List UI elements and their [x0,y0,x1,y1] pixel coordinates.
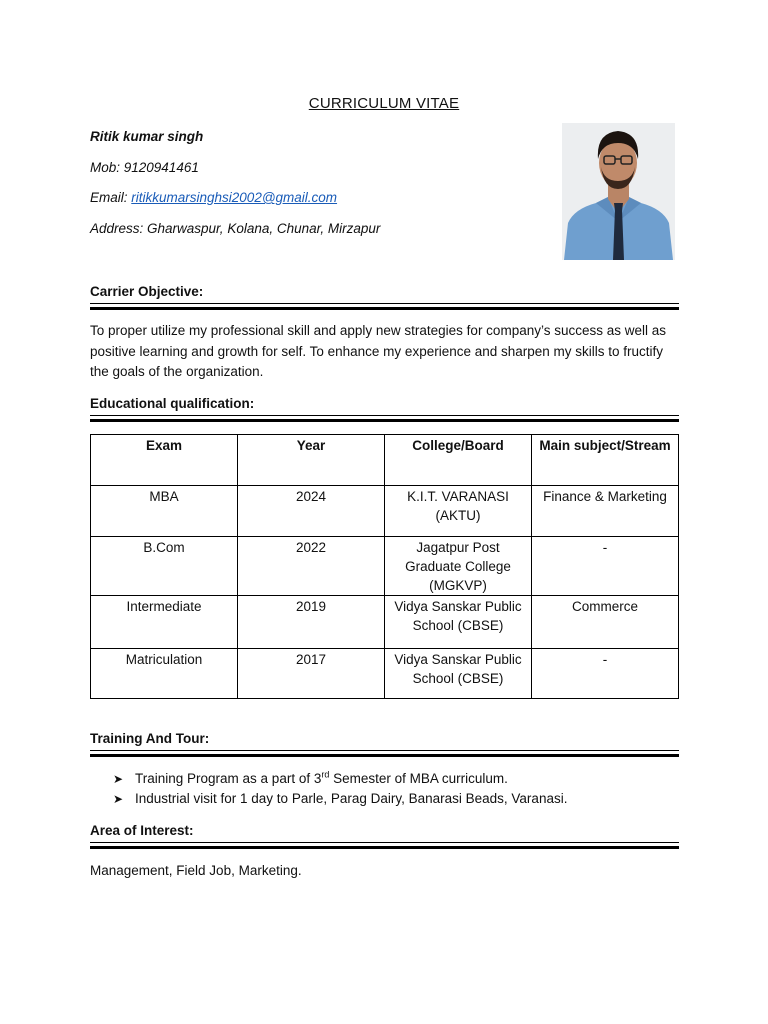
table-cell: 2022 [238,537,385,596]
table-cell: MBA [91,486,238,537]
table-row [91,596,679,649]
training-divider [90,750,679,757]
list-item-text-end: Semester of MBA curriculum. [329,771,508,786]
column-header: Main subject/Stream [532,435,679,486]
education-table [90,434,679,699]
ordinal-suffix: rd [321,769,330,780]
table-row [91,537,679,596]
table-cell: - [532,649,679,699]
list-item [113,789,567,809]
mobile-number: Mob: 9120941461 [90,159,199,175]
email-link[interactable]: ritikkumarsinghsi2002@gmail.com [131,190,338,205]
table-cell: 2019 [238,596,385,649]
table-cell: Finance & Marketing [532,486,679,537]
table-cell: - [532,537,679,596]
contact-block [90,128,380,250]
table-cell: 2024 [238,486,385,537]
table-cell: Vidya Sanskar Public School (CBSE) [385,596,532,649]
objective-text: To proper utilize my professional skill and apply new strategies for company’s success as well as positive learning and growth for self. To enhance my experience and sharpen my skills to fructify the goals of the organization. [90,323,667,379]
table-cell: K.I.T. VARANASI (AKTU) [385,486,532,537]
arrow-bullet-icon: ➤ [113,772,124,786]
list-item [113,769,567,789]
table-row [91,649,679,699]
document-title: CURRICULUM VITAE [308,95,460,112]
address: Address: Gharwaspur, Kolana, Chunar, Mirzapur [90,220,381,236]
interest-divider [90,842,679,849]
email-line [90,189,380,220]
objective-divider [90,303,679,310]
table-header-row [91,435,679,486]
table-cell: 2017 [238,649,385,699]
training-list [113,769,567,809]
email-label: Email: [90,190,132,205]
objective-heading: Carrier Objective: [90,284,204,299]
profile-photo [562,123,675,260]
candidate-name: Ritik kumar singh [90,129,204,144]
arrow-bullet-icon: ➤ [113,792,124,806]
table-cell: Vidya Sanskar Public School (CBSE) [385,649,532,699]
column-header: Year [238,435,385,486]
table-cell: Jagatpur Post Graduate College (MGKVP) [385,537,532,596]
education-heading: Educational qualification: [90,396,255,411]
table-cell: Commerce [532,596,679,649]
table-cell: Intermediate [91,596,238,649]
list-item-text: Training Program as a part of 3 [135,771,322,786]
table-cell: Matriculation [91,649,238,699]
interest-text: Management, Field Job, Marketing. [90,863,302,878]
interest-heading: Area of Interest: [90,823,194,838]
column-header: Exam [91,435,238,486]
education-divider [90,415,679,422]
training-heading: Training And Tour: [90,731,210,746]
list-item-text: Industrial visit for 1 day to Parle, Parag Dairy, Banarasi Beads, Varanasi. [135,791,568,806]
table-row [91,486,679,537]
column-header: College/Board [385,435,532,486]
table-cell: B.Com [91,537,238,596]
